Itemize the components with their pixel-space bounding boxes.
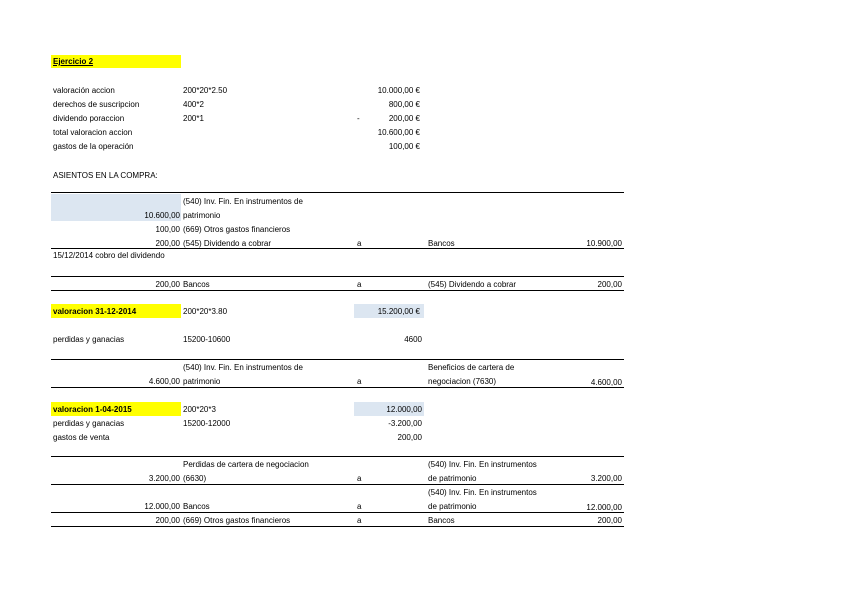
cobro-heading: 15/12/2014 cobro del dividendo [53,251,165,260]
asiento2015-credit2-line2: de patrimonio [428,502,477,511]
val2015-label: valoracion 1-04-2015 [53,405,132,414]
compra-credit-account: Bancos [428,239,455,248]
val2015-formula: 200*20*3 [183,405,216,414]
valoracion-label: gastos de la operación [53,142,134,151]
compra-account2: (669) Otros gastos financieros [183,225,291,234]
valoracion-label: total valoracion accion [53,128,133,137]
asientos-heading: ASIENTOS EN LA COMPRA: [53,171,158,180]
entry-divider [51,387,624,388]
asiento2015-credit2-line1: (540) Inv. Fin. En instrumentos [428,488,537,497]
compra-amount3: 200,00 [155,239,180,248]
val2014-pg-value: 4600 [404,335,422,344]
entry-divider [51,512,624,513]
cobro-a: a [357,280,362,289]
val2014-label: valoracion 31-12-2014 [53,307,137,316]
entry-divider [51,359,624,360]
compra-amount1: 10.600,00 [144,211,180,220]
asiento2014-a: a [357,377,362,386]
valoracion-label: dividendo poraccion [53,114,125,123]
val2014-pg-formula: 15200-10600 [183,335,231,344]
asiento2015-a1: a [357,474,362,483]
asiento2015-a2: a [357,502,362,511]
entry-divider [51,192,624,193]
asiento2015-credit3: Bancos [428,516,455,525]
val2015-gv-value: 200,00 [397,433,422,442]
valoracion-value: 800,00 € [388,100,420,109]
entry-divider [51,456,624,457]
valoracion-formula: 400*2 [183,100,204,109]
val2015-gv-label: gastos de venta [53,433,110,442]
cobro-credit-account: (545) Dividendo a cobrar [428,280,517,289]
valoracion-value: 10.600,00 € [377,128,420,137]
asiento2014-account-line2: patrimonio [183,377,221,386]
compra-account1-line2: patrimonio [183,211,221,220]
compra-amount2: 100,00 [155,225,180,234]
entry-divider [51,276,624,277]
asiento2014-amount: 4.600,00 [148,377,180,386]
asiento2014-account-line1: (540) Inv. Fin. En instrumentos de [183,363,303,372]
asiento2015-credit1-line1: (540) Inv. Fin. En instrumentos [428,460,537,469]
val2014-formula: 200*20*3.80 [183,307,228,316]
valoracion-formula: 200*20*2.50 [183,86,228,95]
asiento2015-account1-line1: Perdidas de cartera de negociacion [183,460,309,469]
cobro-debit-account: Bancos [183,280,210,289]
valoracion-formula: 200*1 [183,114,204,123]
asiento2015-a3: a [357,516,362,525]
val2014-pg-label: perdidas y ganacias [53,335,125,344]
valoracion-value: 10.000,00 € [377,86,420,95]
val2014-value: 15.200,00 € [377,307,420,316]
asiento2015-amount2: 12.000,00 [144,502,180,511]
asiento2014-credit-line1: Beneficios de cartera de [428,363,515,372]
valoracion-sign: - [357,114,360,123]
val2015-pg-label: perdidas y ganacias [53,419,125,428]
compra-credit-amount: 10.900,00 [586,239,622,248]
valoracion-label: valoración accion [53,86,115,95]
asiento2015-account3: (669) Otros gastos financieros [183,516,291,525]
asiento2015-account1-line2: (6630) [183,474,207,483]
exercise-title: Ejercicio 2 [53,57,94,66]
val2015-pg-value: -3.200,00 [388,419,422,428]
entry-divider [51,526,624,527]
valoracion-value: 100,00 € [388,142,420,151]
asiento2014-credit-amount: 4.600,00 [590,378,622,387]
asiento2015-credit2-amount: 12.000,00 [586,503,622,512]
valoracion-label: derechos de suscripcion [53,100,140,109]
valoracion-value: 200,00 € [388,114,420,123]
val2015-pg-formula: 15200-12000 [183,419,231,428]
asiento2015-credit3-amount: 200,00 [597,516,622,525]
entry-divider [51,484,624,485]
asiento2015-account2: Bancos [183,502,210,511]
asiento2015-credit1-amount: 3.200,00 [590,474,622,483]
entry-divider [51,248,624,249]
compra-a: a [357,239,362,248]
cobro-credit-amount: 200,00 [597,280,622,289]
asiento2014-credit-line2: negociacion (7630) [428,377,497,386]
asiento2015-amount1: 3.200,00 [148,474,180,483]
val2015-value: 12.000,00 [386,405,422,414]
compra-account3: (545) Dividendo a cobrar [183,239,272,248]
asiento2015-credit1-line2: de patrimonio [428,474,477,483]
entry-divider [51,290,624,291]
cobro-amount: 200,00 [155,280,180,289]
compra-account1-line1: (540) Inv. Fin. En instrumentos de [183,197,303,206]
asiento2015-amount3: 200,00 [155,516,180,525]
